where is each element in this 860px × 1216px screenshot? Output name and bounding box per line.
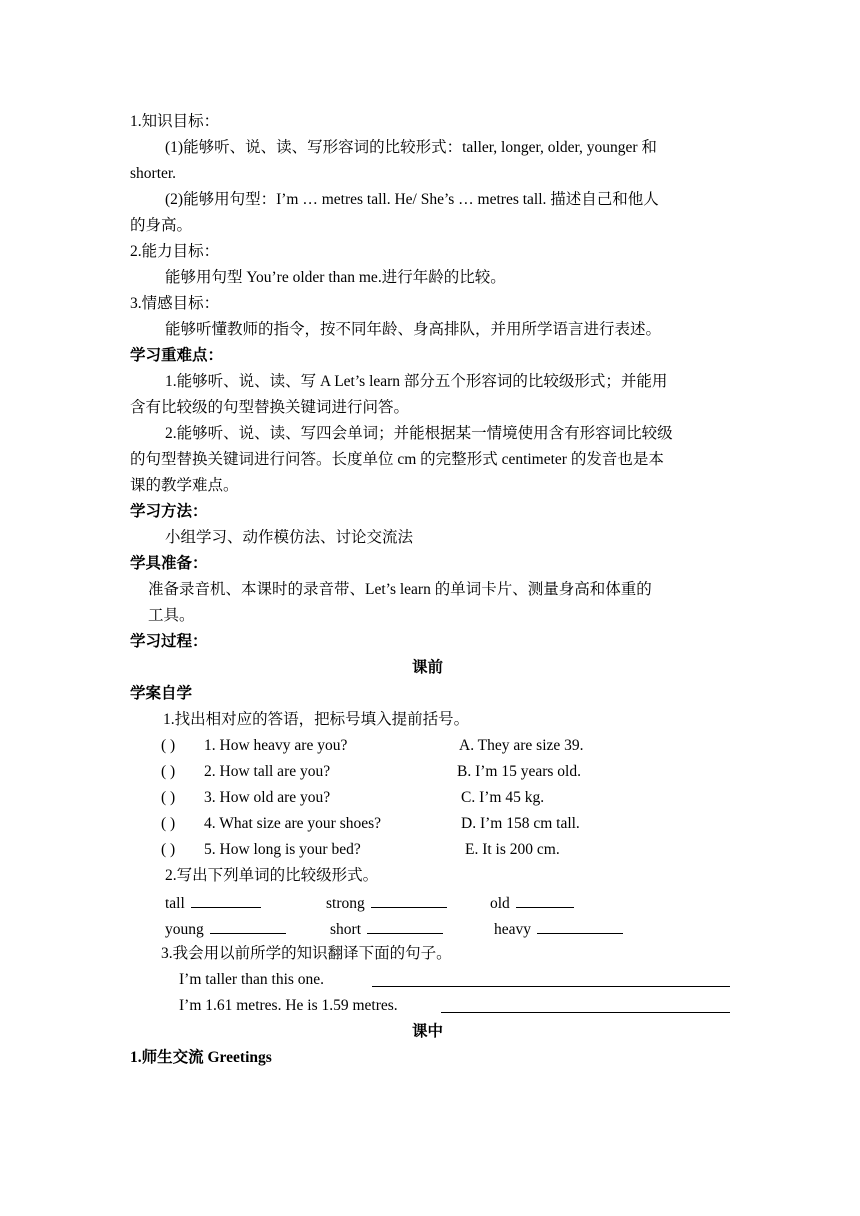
in-class-title: 课中 [412, 1023, 444, 1040]
objective-item-1-line-2: shorter. [130, 165, 177, 182]
answer-blank[interactable] [367, 918, 443, 934]
task-1-answer-a: A. They are size 39. [459, 737, 584, 754]
method-text: 小组学习、动作模仿法、讨论交流法 [165, 529, 414, 546]
task-1-answer-d: D. I’m 158 cm tall. [461, 815, 580, 832]
answer-blank[interactable] [191, 892, 261, 908]
prep-line-1: 准备录音机、本课时的录音带、Let’s learn 的单词卡片、测量身高和体重的 [148, 581, 652, 598]
task-1-paren-1[interactable]: ( ) [161, 737, 176, 754]
ability-objective-text: 能够用句型 You’re older than me.进行年龄的比较。 [165, 269, 506, 286]
word-label: young [165, 921, 204, 938]
process-heading: 学习过程： [130, 633, 208, 650]
key-point-2-line-1: 2.能够听、说、读、写四会单词；并能根据某一情境使用含有形容词比较级 [165, 425, 673, 442]
objective-item-2-line-2: 的身高。 [130, 217, 193, 234]
translation-blank-1[interactable] [372, 986, 730, 987]
greetings-heading: 1.师生交流 Greetings [130, 1049, 272, 1066]
prep-line-2: 工具。 [148, 607, 195, 624]
key-points-heading: 学习重难点： [130, 347, 224, 364]
word-label: strong [326, 895, 365, 912]
key-point-1-line-1: 1.能够听、说、读、写 A Let’s learn 部分五个形容词的比较级形式；并能用 [165, 373, 668, 390]
word-heavy [494, 918, 623, 940]
translation-blank-2[interactable] [441, 1012, 730, 1013]
answer-blank[interactable] [516, 892, 574, 908]
key-point-1-line-2: 含有比较级的句型替换关键词进行问答。 [130, 399, 410, 416]
task-1-question-5: 5. How long is your bed? [204, 841, 361, 858]
task-1-question-3: 3. How old are you? [204, 789, 331, 806]
emotion-objective-text: 能够听懂教师的指令，按不同年龄、身高排队，并用所学语言进行表述。 [165, 321, 662, 338]
task-2-instruction: 2.写出下列单词的比较级形式。 [165, 867, 379, 884]
task-1-instruction: 1.找出相对应的答语，把标号填入提前括号。 [163, 711, 470, 728]
task-1-question-1: 1. How heavy are you? [204, 737, 348, 754]
task-1-answer-e: E. It is 200 cm. [465, 841, 560, 858]
task-1-question-4: 4. What size are your shoes? [204, 815, 382, 832]
word-tall [165, 892, 261, 914]
objective-item-2-line-1: (2)能够用句型：I’m … metres tall. He/ She’s … metres tall. 描述自己和他人 [165, 191, 659, 208]
ability-objective-heading: 2.能力目标： [130, 243, 220, 260]
word-young [165, 918, 286, 940]
task-1-paren-4[interactable]: ( ) [161, 815, 176, 832]
prep-heading: 学具准备： [130, 555, 208, 572]
answer-blank[interactable] [537, 918, 623, 934]
objective-item-1-line-1: (1)能够听、说、读、写形容词的比较形式：taller, longer, older, younger 和 [165, 139, 657, 156]
word-old [490, 892, 574, 914]
before-class-title: 课前 [412, 659, 444, 676]
method-heading: 学习方法： [130, 503, 208, 520]
task-1-answer-c: C. I’m 45 kg. [461, 789, 545, 806]
word-label: old [490, 895, 510, 912]
key-point-2-line-2: 的句型替换关键词进行问答。长度单位 cm 的完整形式 centimeter 的发音也是本 [130, 451, 664, 468]
emotion-objective-heading: 3.情感目标： [130, 295, 220, 312]
task-1-question-2: 2. How tall are you? [204, 763, 331, 780]
translate-sentence-2: I’m 1.61 metres. He is 1.59 metres. [179, 997, 398, 1014]
word-label: heavy [494, 921, 532, 938]
task-1-paren-5[interactable]: ( ) [161, 841, 176, 858]
answer-blank[interactable] [371, 892, 447, 908]
task-1-paren-2[interactable]: ( ) [161, 763, 176, 780]
word-short [330, 918, 443, 940]
word-label: tall [165, 895, 185, 912]
answer-blank[interactable] [210, 918, 286, 934]
word-label: short [330, 921, 361, 938]
word-strong [326, 892, 447, 914]
translate-sentence-1: I’m taller than this one. [179, 971, 325, 988]
task-1-answer-b: B. I’m 15 years old. [457, 763, 581, 780]
task-3-instruction: 3.我会用以前所学的知识翻译下面的句子。 [161, 945, 452, 962]
knowledge-objective-heading: 1.知识目标： [130, 113, 220, 130]
self-study-heading: 学案自学 [130, 685, 193, 702]
task-1-paren-3[interactable]: ( ) [161, 789, 176, 806]
key-point-2-line-3: 课的教学难点。 [130, 477, 239, 494]
